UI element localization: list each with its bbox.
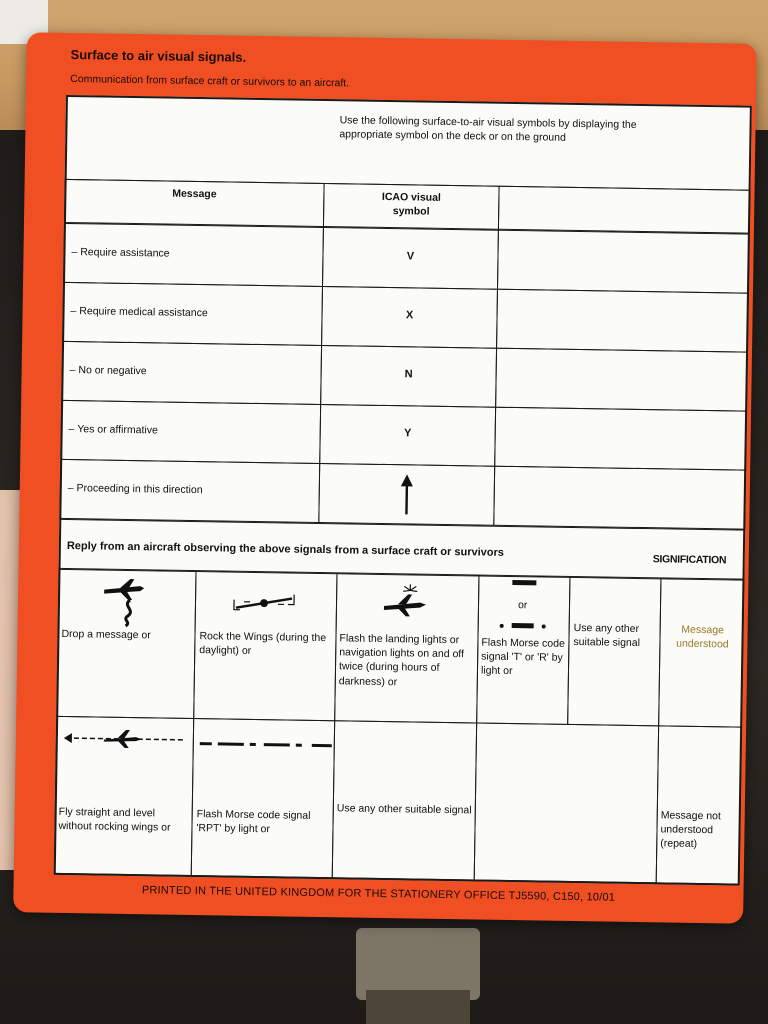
morse-dash-mid [512, 623, 534, 628]
blank-cell [494, 407, 747, 471]
rpt-morse-dashes-icon [198, 739, 334, 751]
bag-strap [366, 990, 470, 1024]
rock-wings-icon [230, 592, 300, 617]
morse-t-r-text: Flash Morse code signal 'T' or 'R' by light or [480, 636, 565, 678]
icao-symbol: N [404, 368, 413, 381]
blank-rpt-cell [474, 722, 659, 883]
rock-wings-text: Rock the Wings (during the daylight) or [199, 630, 327, 658]
message-text: – Require assistance [71, 246, 170, 260]
morse-dot-left [500, 624, 504, 628]
message-not-understood-text: Message not understood (repeat) [660, 809, 721, 851]
card-subtitle: Communication from surface craft or survivors to an aircraft. [70, 73, 350, 90]
message-understood-text: Message understood [676, 623, 729, 651]
print-footer: PRINTED IN THE UNITED KINGDOM FOR THE STATIONERY OFFICE TJ5590, C150, 10/01 [141, 884, 616, 904]
signification-label: SIGNIFICATION [652, 553, 727, 567]
message-text: – Proceeding in this direction [67, 482, 203, 497]
up-arrow-icon [399, 474, 414, 514]
reply-heading: Reply from an aircraft observing the above signals from a surface craft or survivors [66, 540, 505, 559]
other-rpt-cell [332, 720, 477, 880]
signal-sheet [54, 95, 752, 886]
not-understood-cell [656, 725, 742, 884]
blank-cell [497, 230, 750, 294]
message-text: – Yes or affirmative [68, 423, 158, 437]
morse-dot-right [542, 624, 546, 628]
col-symbol-header: ICAO visual symbol [381, 190, 441, 218]
fly-straight-aircraft-icon [62, 727, 190, 751]
col-message-header: Message [172, 187, 217, 201]
surface-table-intro: Use the following surface-to-air visual symbols by displaying the appropriate symbol on the deck or on the ground [339, 114, 637, 144]
flash-lights-aircraft-icon [380, 582, 431, 623]
drop-message-text: Drop a message or [61, 627, 151, 642]
rpt-morse-text: Flash Morse code signal 'RPT' by light or [196, 808, 311, 836]
card-title: Surface to air visual signals. [70, 47, 247, 65]
icao-symbol: Y [403, 427, 412, 440]
fly-straight-text: Fly straight and level without rocking wings or [58, 805, 171, 834]
morse-dash-top [512, 580, 536, 585]
other-suitable-text: Use any other suitable signal [336, 802, 472, 817]
morse-or-text: or [517, 599, 528, 612]
icao-symbol: V [406, 250, 415, 263]
signal-card [13, 32, 757, 923]
header-blank-cell [498, 186, 751, 234]
message-text: – No or negative [69, 364, 147, 378]
blank-cell [495, 348, 748, 412]
meaning-cell [658, 578, 744, 727]
flash-lights-text: Flash the landing lights or navigation lights on and off twice (during hours of darkness) or [338, 632, 465, 688]
drop-message-aircraft-icon [100, 576, 151, 627]
other-signal-text: Use any other suitable signal [573, 621, 641, 650]
message-text: – Require medical assistance [70, 305, 208, 320]
blank-cell [493, 466, 746, 530]
icao-symbol: X [405, 309, 414, 322]
blank-cell [496, 289, 749, 353]
other-cell [567, 577, 661, 726]
